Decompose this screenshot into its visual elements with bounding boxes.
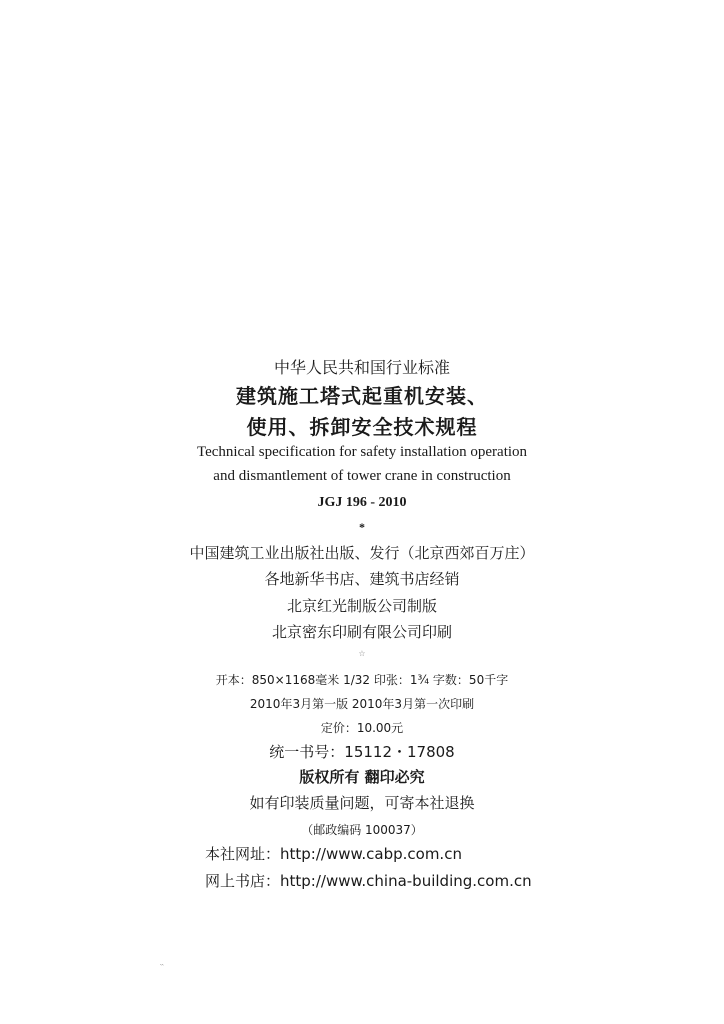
book-number: 统一书号：15112・17808: [269, 743, 455, 761]
publisher-line: 中国建筑工业出版社出版、发行（北京西郊百万庄）: [189, 544, 535, 562]
title-line-1: 建筑施工塔式起重机安装、: [236, 384, 488, 408]
format-info: 开本：850×1168毫米 1/32 印张：1¾ 字数：50千字: [215, 673, 509, 687]
plate-maker-line: 北京红光制版公司制版: [286, 597, 437, 615]
page-corner-mark: ‵‵: [160, 963, 164, 972]
small-separator-mark: ☆: [358, 649, 366, 658]
publisher-website: 本社网址：http://www.cabp.com.cn: [205, 845, 462, 863]
standard-number: JGJ 196 - 2010: [317, 495, 407, 510]
standard-category: 中华人民共和国行业标准: [273, 358, 450, 377]
english-title-line-2: and dismantlement of tower crane in construction: [213, 468, 511, 484]
copyright-notice: 版权所有 翻印必究: [299, 768, 425, 786]
title-line-2: 使用、拆卸安全技术规程: [246, 415, 478, 439]
printer-line: 北京密东印刷有限公司印刷: [271, 623, 452, 641]
edition-info: 2010年3月第一版 2010年3月第一次印刷: [249, 697, 475, 711]
separator-mark: *: [359, 520, 365, 534]
online-bookstore: 网上书店：http://www.china-building.com.cn: [205, 872, 532, 890]
distributor-line: 各地新华书店、建筑书店经销: [264, 570, 460, 588]
return-notice: 如有印装质量问题，可寄本社退换: [249, 794, 475, 812]
price: 定价：10.00元: [320, 721, 404, 735]
english-title-line-1: Technical specification for safety installation operation: [196, 444, 528, 460]
postal-code: （邮政编码 100037）: [301, 823, 423, 837]
